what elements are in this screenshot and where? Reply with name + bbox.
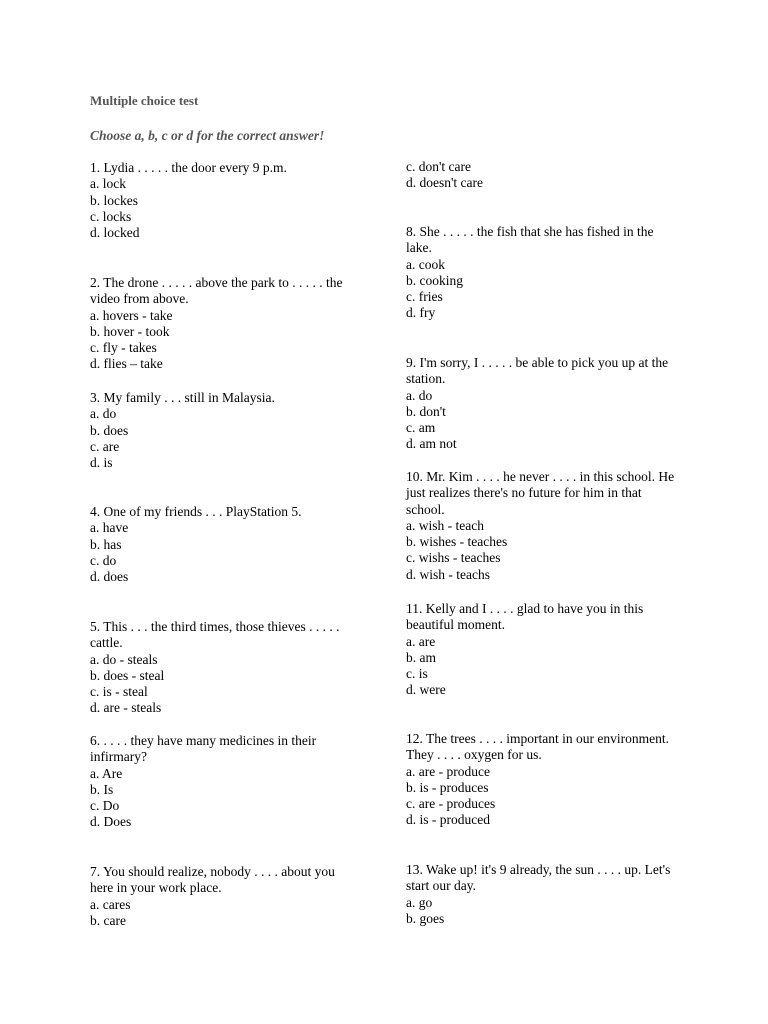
question-3 <box>90 390 360 471</box>
question-5 <box>90 619 360 717</box>
option-a: a. do - steals <box>90 651 158 667</box>
option-c: c. fries <box>406 289 443 305</box>
question-stem: 3. My family . . . still in Malaysia. <box>90 390 275 405</box>
option-a: a. are <box>406 633 436 649</box>
option-c: c. is - steal <box>90 684 148 700</box>
option-b: b. does - steal <box>90 667 165 683</box>
question-stem: 6. . . . . they have many medicines in their infirmary? <box>90 733 317 765</box>
question-13 <box>406 862 681 927</box>
question-stem: 5. This . . . the third times, those thieves . . . . . cattle. <box>90 619 340 651</box>
question-stem: 10. Mr. Kim . . . . he never . . . . in this school. He just realizes there's no future for him in that school. <box>406 469 675 517</box>
option-b: b. is - produces <box>406 779 489 795</box>
option-c: c. are - produces <box>406 796 496 812</box>
option-a: a. cook <box>406 256 445 272</box>
option-a: a. wish - teach <box>406 517 484 533</box>
instruction: Choose a, b, c or d for the correct answer! <box>90 128 325 143</box>
option-b: b. does <box>90 422 129 438</box>
option-c: c. do <box>90 552 117 568</box>
question-4 <box>90 504 360 585</box>
question-6 <box>90 733 360 831</box>
question-stem: 8. She . . . . . the fish that she has fished in the lake. <box>406 224 654 256</box>
option-d: d. wish - teachs <box>406 566 490 582</box>
option-a: a. cares <box>90 896 131 912</box>
option-a: a. have <box>90 520 129 536</box>
option-c: c. are <box>90 438 120 454</box>
option-b: b. wishes - teaches <box>406 534 508 550</box>
option-a: a. Are <box>90 765 123 781</box>
option-d: d. is <box>90 455 113 471</box>
option-d: d. locked <box>90 225 140 241</box>
option-a: a. do <box>90 406 117 422</box>
option-a: a. go <box>406 894 433 910</box>
option-b: b. cooking <box>406 272 463 288</box>
option-a: a. are - produce <box>406 763 490 779</box>
question-stem: 12. The trees . . . . important in our environment. They . . . . oxygen for us. <box>406 731 669 763</box>
option-b: b. Is <box>90 781 114 797</box>
option-b: b. lockes <box>90 192 138 208</box>
option-c: c. locks <box>90 208 132 224</box>
question-stem: 4. One of my friends . . . PlayStation 5. <box>90 504 302 519</box>
question-stem: 7. You should realize, nobody . . . . about you here in your work place. <box>90 864 335 896</box>
option-b: b. hover - took <box>90 323 170 339</box>
question-2 <box>90 275 360 373</box>
option-a: a. hovers - take <box>90 307 173 323</box>
option-a: a. do <box>406 387 433 403</box>
option-c: c. Do <box>90 798 120 814</box>
question-stem: 1. Lydia . . . . . the door every 9 p.m. <box>90 160 287 175</box>
option-d: d. Does <box>90 814 132 830</box>
option-c: c. fly - takes <box>90 340 157 356</box>
option-d: d. is - produced <box>406 812 490 828</box>
page-title: Multiple choice test <box>90 93 199 108</box>
option-b: b. has <box>90 536 122 552</box>
question-7-continued <box>406 159 681 192</box>
question-8 <box>406 224 681 322</box>
option-c: c. am <box>406 420 436 436</box>
option-d: d. fry <box>406 305 436 321</box>
option-c: c. is <box>406 666 428 682</box>
question-9 <box>406 355 681 453</box>
option-d: d. were <box>406 682 446 698</box>
option-d: d. am not <box>406 436 457 452</box>
option-c: c. don't care <box>406 159 472 174</box>
option-d: d. flies – take <box>90 356 163 372</box>
question-stem: 13. Wake up! it's 9 already, the sun . . . . up. Let's start our day. <box>406 862 671 894</box>
option-b: b. don't <box>406 403 446 419</box>
option-d: d. doesn't care <box>406 175 484 191</box>
question-stem: 2. The drone . . . . . above the park to . . . . . the video from above. <box>90 275 343 307</box>
question-stem: 11. Kelly and I . . . . glad to have you in this beautiful moment. <box>406 601 644 633</box>
option-a: a. lock <box>90 176 126 192</box>
question-10 <box>406 469 681 583</box>
option-d: d. are - steals <box>90 700 162 716</box>
option-c: c. wishs - teaches <box>406 550 501 566</box>
option-d: d. does <box>90 569 129 585</box>
question-1 <box>90 160 360 241</box>
question-7 <box>90 864 360 929</box>
question-12 <box>406 731 681 829</box>
option-b: b. care <box>90 912 126 928</box>
option-b: b. am <box>406 649 436 665</box>
question-11 <box>406 601 681 699</box>
question-stem: 9. I'm sorry, I . . . . . be able to pick you up at the station. <box>406 355 669 387</box>
option-b: b. goes <box>406 910 445 926</box>
